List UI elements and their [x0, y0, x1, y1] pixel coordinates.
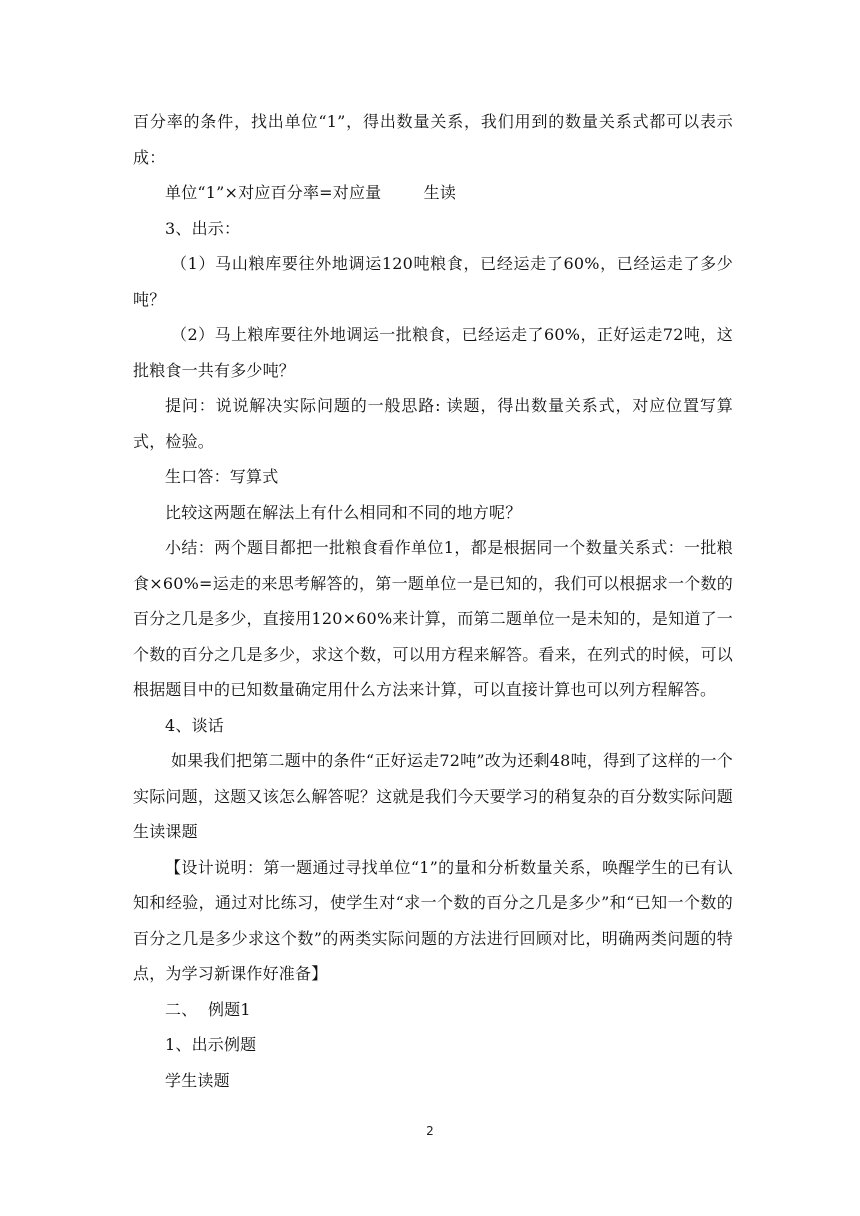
paragraph-formula: 单位“1”×对应百分率=对应量 生读 [165, 183, 457, 202]
paragraph-read-question: 学生读题 [165, 1070, 230, 1090]
paragraph-student-answer: 生口答：写算式 [165, 467, 279, 486]
paragraph-step-4: 4、谈话 [165, 715, 224, 735]
paragraph-show-example: 1、出示例题 [165, 1035, 257, 1054]
paragraph-prompt: 提问：说说解决实际问题的一般思路: 读题，得出数量关系式，对应位置写算式，检验。 [133, 396, 733, 451]
paragraph-talk: 如果我们把第二题中的条件“正好运走72吨”改为还剩48吨，得到了这样的一个实际问题，这题又该怎么解答呢？这就是我们今天要学习的稍复杂的百分数实际问题 生读课题 [133, 751, 755, 841]
document-body [133, 104, 755, 1098]
paragraph-question-2: （2）马上粮库要往外地调运一批粮食，已经运走了60%，正好运走72吨，这批粮食一共有多少吨？ [133, 325, 733, 380]
paragraph-design-note: 【设计说明：第一题通过寻找单位“1”的量和分析数量关系，唤醒学生的已有认知和经验，通过对比练习，使学生对“求一个数的百分之几是多少”和“已知一个数的百分之几是多少求这个数”的两类实际问题的方法进行回顾对比，明确两类问题的特点，为学习新课作好准备】 [133, 857, 733, 983]
page-number: 2 [426, 1124, 434, 1138]
paragraph-compare: 比较这两题在解法上有什么相同和不同的地方呢？ [165, 502, 522, 522]
paragraph-step-3: 3、出示： [165, 218, 241, 238]
paragraph-question-1: （1）马山粮库要往外地调运120吨粮食，已经运走了60%，已经运走了多少吨？ [133, 254, 733, 309]
paragraph-summary: 小结：两个题目都把一批粮食看作单位1，都是根据同一个数量关系式：一批粮食×60%=运走的来思考解答的，第一题单位一是已知的，我们可以根据求一个数的百分之几是多少，直接用120×60%来计算，而第二题单位一是未知的，是知道了一个数的百分之几是多少，求这个数，可以用方程来解答。看来，在列式的时候，可以根据题目中的已知数量确定用什么方法来计算，可以直接计算也可以列方程解答。 [133, 538, 733, 699]
paragraph-continuation: 百分率的条件，找出单位“1”，得出数量关系，我们用到的数量关系式都可以表示成： [133, 112, 733, 167]
section-heading-example-1: 二、 例题1 [165, 999, 251, 1019]
